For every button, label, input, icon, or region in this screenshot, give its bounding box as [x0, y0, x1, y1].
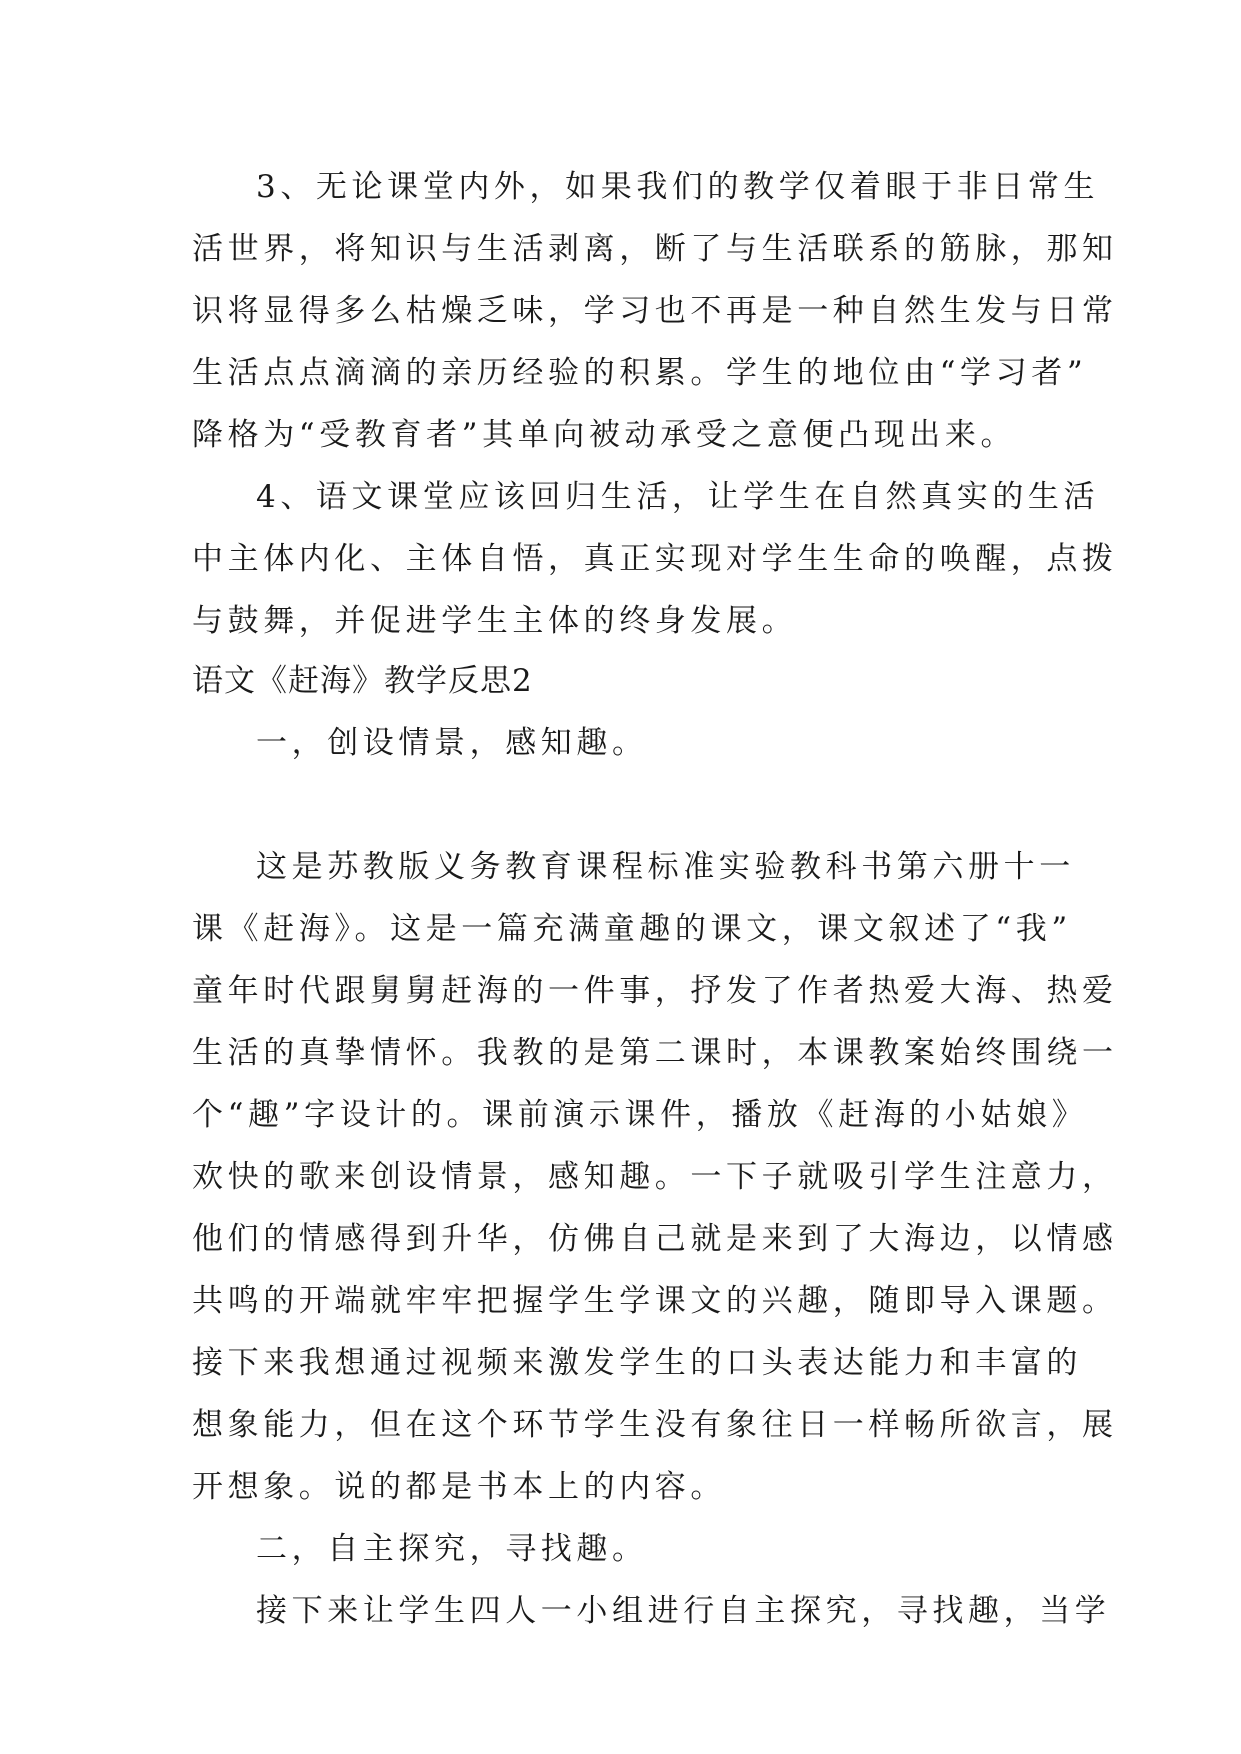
paragraph-3-line-3: 识将显得多么枯燥乏味，学习也不再是一种自然生发与日常 — [192, 293, 1118, 329]
body-line-9: 接下来我想通过视频来激发学生的口头表达能力和丰富的 — [192, 1345, 1082, 1381]
body-line-4: 生活的真挚情怀。我教的是第二课时，本课教案始终围绕一 — [192, 1035, 1118, 1071]
section-title: 语文《赶海》教学反思2 — [192, 663, 533, 699]
body-line-5: 个“趣”字设计的。课前演示课件，播放《赶海的小姑娘》 — [192, 1097, 1088, 1133]
paragraph-3-line-4: 生活点点滴滴的亲历经验的积累。学生的地位由“学习者” — [192, 355, 1088, 391]
body-line-7: 他们的情感得到升华，仿佛自己就是来到了大海边，以情感 — [192, 1221, 1118, 1257]
body-line-6: 欢快的歌来创设情景，感知趣。一下子就吸引学生注意力， — [192, 1159, 1118, 1195]
body-line-8: 共鸣的开端就牢牢把握学生学课文的兴趣，随即导入课题。 — [192, 1283, 1118, 1319]
body-line-12: 接下来让学生四人一小组进行自主探究，寻找趣，当学 — [256, 1593, 1111, 1629]
paragraph-4-line-1: 4、语文课堂应该回归生活，让学生在自然真实的生活 — [256, 479, 1100, 515]
paragraph-3-line-2: 活世界，将知识与生活剥离，断了与生活联系的筋脉，那知 — [192, 231, 1118, 267]
subheading-1: 一，创设情景，感知趣。 — [256, 725, 648, 761]
body-line-3: 童年时代跟舅舅赶海的一件事，抒发了作者热爱大海、热爱 — [192, 973, 1118, 1009]
body-line-1: 这是苏教版义务教育课程标准实验教科书第六册十一 — [256, 849, 1075, 885]
paragraph-3-line-1: 3、无论课堂内外，如果我们的教学仅着眼于非日常生 — [256, 169, 1100, 205]
paragraph-4-line-3: 与鼓舞，并促进学生主体的终身发展。 — [192, 603, 798, 639]
paragraph-4-line-2: 中主体内化、主体自悟，真正实现对学生生命的唤醒，点拨 — [192, 541, 1118, 577]
paragraph-3-line-5: 降格为“受教育者”其单向被动承受之意便凸现出来。 — [192, 417, 1017, 453]
body-line-10: 想象能力，但在这个环节学生没有象往日一样畅所欲言，展 — [192, 1407, 1118, 1443]
body-line-2: 课《赶海》。这是一篇充满童趣的课文，课文叙述了“我” — [192, 911, 1072, 947]
body-line-11: 开想象。说的都是书本上的内容。 — [192, 1469, 726, 1505]
subheading-2: 二，自主探究，寻找趣。 — [256, 1531, 648, 1567]
